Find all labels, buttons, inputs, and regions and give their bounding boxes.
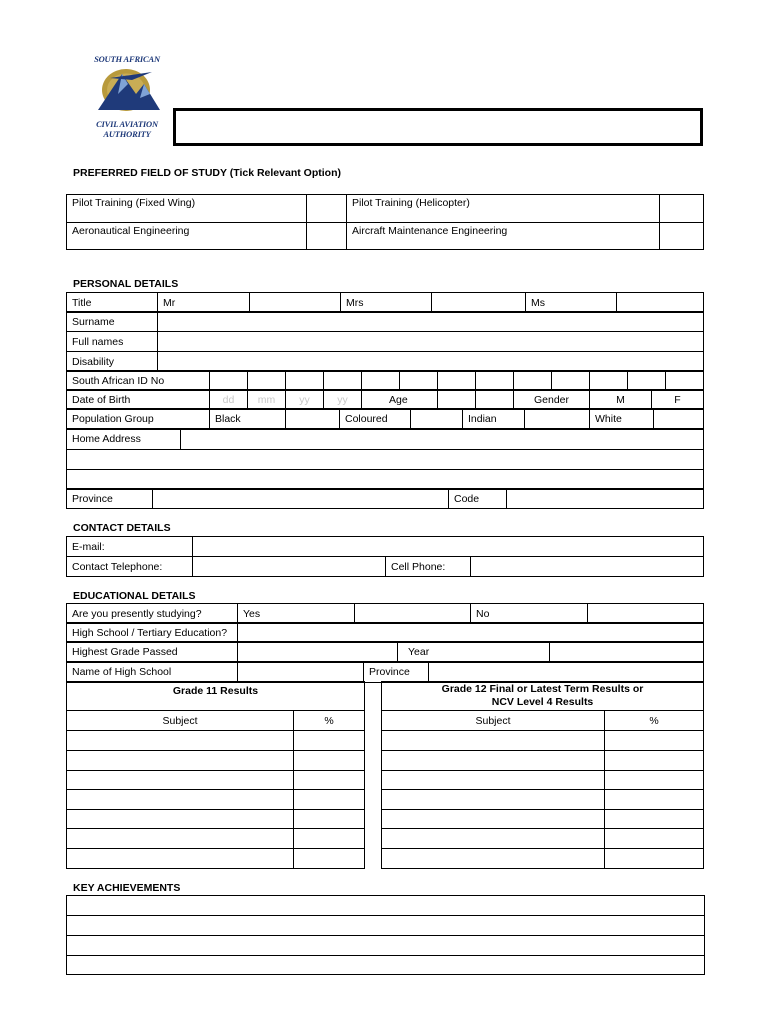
key-achievements-heading: KEY ACHIEVEMENTS: [73, 882, 181, 894]
no-label: No: [471, 604, 588, 624]
id-number-label: South African ID No: [67, 371, 210, 391]
field-of-study-heading: PREFERRED FIELD OF STUDY (Tick Relevant Option): [73, 167, 341, 179]
grade11-subject-cell[interactable]: [67, 829, 294, 849]
surname-field[interactable]: [158, 312, 704, 332]
province-label: Province: [67, 489, 153, 509]
id-digit-field[interactable]: [628, 371, 666, 391]
grade12-subject-cell[interactable]: [382, 829, 605, 849]
achievement-line[interactable]: [67, 956, 705, 975]
id-digit-field[interactable]: [210, 371, 248, 391]
grade12-subject-cell[interactable]: [382, 731, 605, 751]
grade12-subject-cell[interactable]: [382, 751, 605, 771]
personal-details-heading: PERSONAL DETAILS: [73, 278, 179, 290]
grade12-percent-cell[interactable]: [605, 731, 704, 751]
grade12-percent-cell[interactable]: [605, 790, 704, 810]
achievement-line[interactable]: [67, 936, 705, 956]
grade12-title-line1: Grade 12 Final or Latest Term Results or: [441, 683, 644, 695]
id-digit-field[interactable]: [362, 371, 400, 391]
gender-male-option[interactable]: M: [590, 390, 652, 410]
age-field-2[interactable]: [476, 390, 514, 410]
grade11-percent-header: %: [294, 711, 365, 731]
grade12-percent-cell[interactable]: [605, 829, 704, 849]
code-label: Code: [449, 489, 507, 509]
grade11-percent-cell[interactable]: [294, 751, 365, 771]
id-digit-field[interactable]: [666, 371, 704, 391]
email-field[interactable]: [193, 537, 704, 557]
school-name-label: Name of High School: [67, 662, 238, 683]
ms-field[interactable]: [617, 293, 704, 313]
grade12-percent-cell[interactable]: [605, 810, 704, 829]
grade12-subject-cell[interactable]: [382, 810, 605, 829]
yes-label: Yes: [238, 604, 355, 624]
grade11-title: Grade 11 Results: [67, 682, 365, 711]
home-address-field-2[interactable]: [67, 450, 704, 470]
logo-top-text: SOUTH AFRICAN: [94, 54, 160, 64]
contact-table: [66, 536, 704, 577]
grade11-percent-cell[interactable]: [294, 849, 365, 869]
contact-details-heading: CONTACT DETAILS: [73, 522, 171, 534]
school-province-field[interactable]: [429, 662, 704, 683]
grade12-subject-cell[interactable]: [382, 790, 605, 810]
grade11-subject-cell[interactable]: [67, 731, 294, 751]
highest-grade-row: [66, 641, 704, 663]
logo-bottom-text-2: AUTHORITY: [103, 129, 151, 139]
grade11-subject-cell[interactable]: [67, 810, 294, 829]
title-label: Title: [67, 293, 158, 313]
option-aircraft-maintenance: Aircraft Maintenance Engineering: [347, 223, 660, 250]
id-digit-field[interactable]: [590, 371, 628, 391]
id-digit-field[interactable]: [324, 371, 362, 391]
id-digit-field[interactable]: [552, 371, 590, 391]
id-digit-field[interactable]: [476, 371, 514, 391]
grade12-title: [382, 682, 704, 711]
grade12-percent-header: %: [605, 711, 704, 731]
logo-bottom-text-1: CIVIL AVIATION: [96, 119, 158, 129]
educational-details-heading: EDUCATIONAL DETAILS: [73, 590, 196, 602]
logo-emblem-icon: [92, 64, 164, 116]
option-helicopter: Pilot Training (Helicopter): [347, 195, 660, 223]
mr-field[interactable]: [250, 293, 341, 313]
grade12-results-table: [381, 681, 704, 869]
cell-field[interactable]: [471, 557, 704, 577]
province-field[interactable]: [153, 489, 449, 509]
no-field[interactable]: [588, 604, 704, 624]
id-digit-field[interactable]: [514, 371, 552, 391]
field-of-study-table: [66, 194, 704, 250]
grade11-percent-cell[interactable]: [294, 790, 365, 810]
grade11-subject-cell[interactable]: [67, 849, 294, 869]
high-school-tertiary-label: High School / Tertiary Education?: [67, 623, 238, 643]
highest-grade-field[interactable]: [238, 642, 398, 663]
highest-grade-label: Highest Grade Passed: [67, 642, 238, 663]
grade12-percent-cell[interactable]: [605, 771, 704, 790]
tertiary-row: [66, 622, 704, 643]
home-address-field-1[interactable]: [181, 429, 704, 450]
grade11-subject-header: Subject: [67, 711, 294, 731]
grade12-percent-cell[interactable]: [605, 849, 704, 869]
studying-row: [66, 603, 704, 624]
achievement-line[interactable]: [67, 896, 705, 916]
dob-row: [66, 389, 704, 410]
gender-female-option[interactable]: F: [652, 390, 704, 410]
mrs-field[interactable]: [432, 293, 526, 313]
grade12-title-line2: NCV Level 4 Results: [491, 696, 594, 708]
key-achievements-table: [66, 895, 705, 975]
age-label: Age: [362, 390, 438, 410]
grade11-percent-cell[interactable]: [294, 829, 365, 849]
grade11-subject-cell[interactable]: [67, 771, 294, 790]
year-label: Year: [398, 642, 550, 663]
telephone-field[interactable]: [193, 557, 386, 577]
school-name-row: [66, 661, 704, 683]
id-number-row: [66, 370, 704, 391]
ms-label: Ms: [526, 293, 617, 313]
full-names-field[interactable]: [158, 332, 704, 352]
id-digit-field[interactable]: [248, 371, 286, 391]
white-field[interactable]: [654, 409, 704, 430]
tick-fixed-wing[interactable]: [307, 195, 347, 223]
coloured-label: Coloured: [340, 409, 411, 430]
grade12-subject-cell[interactable]: [382, 771, 605, 790]
population-label: Population Group: [67, 409, 210, 430]
black-label: Black: [210, 409, 286, 430]
grade11-percent-cell[interactable]: [294, 771, 365, 790]
option-aero-engineering: Aeronautical Engineering: [67, 223, 307, 250]
home-address-field-3[interactable]: [67, 470, 704, 490]
gender-label: Gender: [514, 390, 590, 410]
id-digit-field[interactable]: [400, 371, 438, 391]
title-box[interactable]: [173, 108, 703, 146]
dob-month-field[interactable]: mm: [248, 390, 286, 410]
telephone-label: Contact Telephone:: [67, 557, 193, 577]
grade12-subject-header: Subject: [382, 711, 605, 731]
white-label: White: [590, 409, 654, 430]
indian-label: Indian: [463, 409, 525, 430]
disability-label: Disability: [67, 352, 158, 372]
cell-label: Cell Phone:: [386, 557, 471, 577]
achievement-line[interactable]: [67, 916, 705, 936]
title-row: [66, 292, 704, 313]
indian-field[interactable]: [525, 409, 590, 430]
high-school-tertiary-field[interactable]: [238, 623, 704, 643]
population-row: [66, 408, 704, 430]
id-digit-field[interactable]: [438, 371, 476, 391]
grade11-subject-cell[interactable]: [67, 751, 294, 771]
studying-label: Are you presently studying?: [67, 604, 238, 624]
tick-aero-engineering[interactable]: [307, 223, 347, 250]
disability-field[interactable]: [158, 352, 704, 372]
home-address-label: Home Address: [67, 429, 181, 450]
age-field-1[interactable]: [438, 390, 476, 410]
dob-year-field-2[interactable]: yy: [324, 390, 362, 410]
grade11-percent-cell[interactable]: [294, 731, 365, 751]
dob-label: Date of Birth: [67, 390, 210, 410]
year-field[interactable]: [550, 642, 704, 663]
black-field[interactable]: [286, 409, 340, 430]
option-fixed-wing: Pilot Training (Fixed Wing): [67, 195, 307, 223]
grade11-subject-cell[interactable]: [67, 790, 294, 810]
code-field[interactable]: [507, 489, 704, 509]
dob-day-field[interactable]: dd: [210, 390, 248, 410]
grade12-subject-cell[interactable]: [382, 849, 605, 869]
grade11-percent-cell[interactable]: [294, 810, 365, 829]
email-label: E-mail:: [67, 537, 193, 557]
school-province-label: Province: [364, 662, 429, 683]
surname-label: Surname: [67, 312, 158, 332]
coloured-field[interactable]: [411, 409, 463, 430]
tick-aircraft-maintenance[interactable]: [660, 223, 704, 250]
full-names-label: Full names: [67, 332, 158, 352]
mrs-label: Mrs: [341, 293, 432, 313]
school-name-field[interactable]: [238, 662, 364, 683]
names-rows: [66, 311, 704, 372]
dob-year-field-1[interactable]: yy: [286, 390, 324, 410]
home-address-block: [66, 428, 704, 490]
id-digit-field[interactable]: [286, 371, 324, 391]
tick-helicopter[interactable]: [660, 195, 704, 223]
grade11-results-table: [66, 681, 365, 869]
mr-label: Mr: [158, 293, 250, 313]
province-row: [66, 488, 704, 509]
saca-logo: [86, 52, 168, 144]
yes-field[interactable]: [355, 604, 471, 624]
grade12-percent-cell[interactable]: [605, 751, 704, 771]
